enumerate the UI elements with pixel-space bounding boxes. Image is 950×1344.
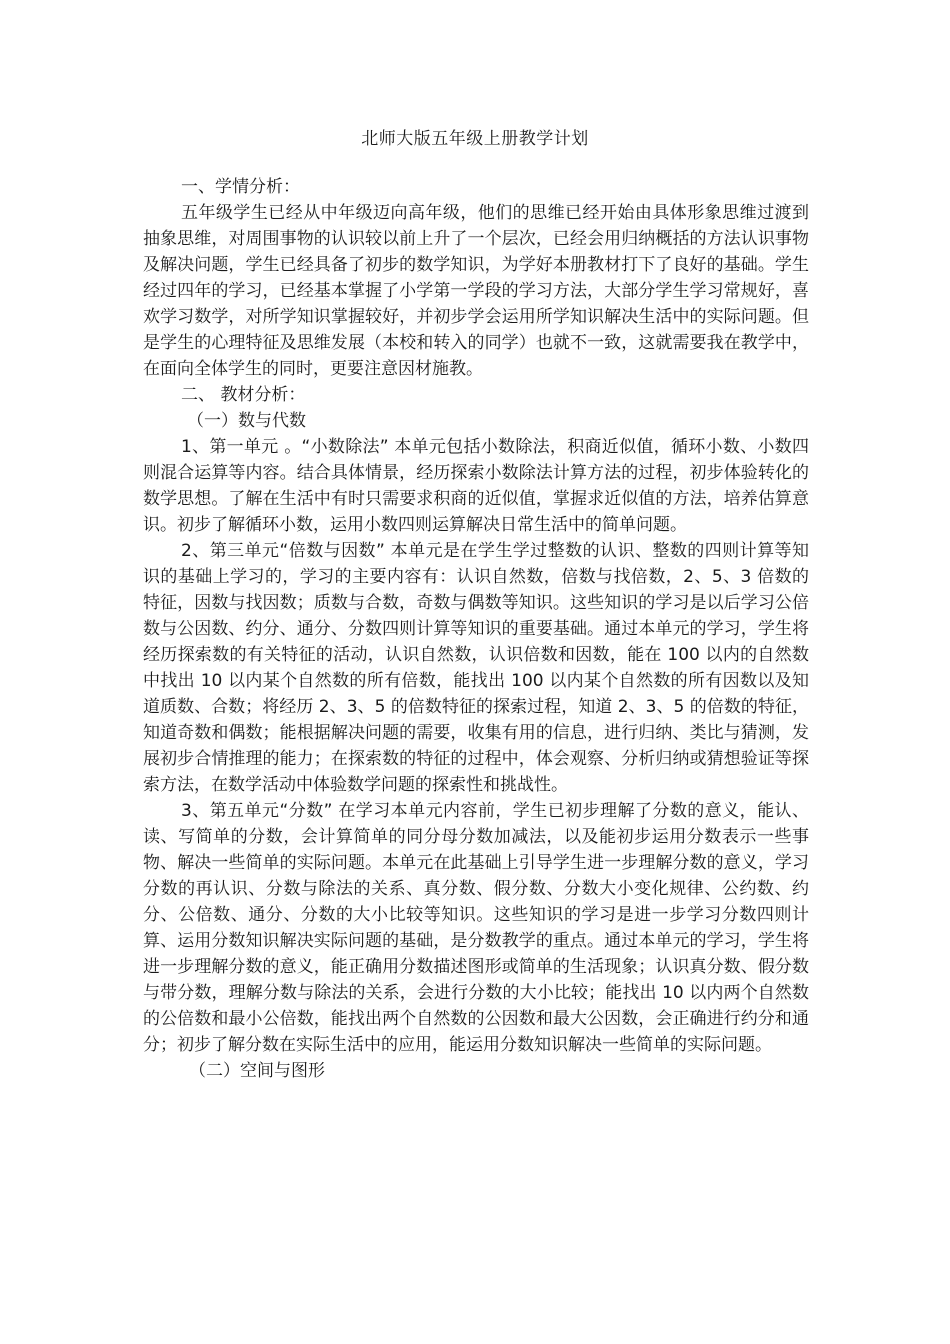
section-1-heading: 一、学情分析： (181, 177, 300, 197)
subsection-space-shapes-heading: （二）空间与图形 (189, 1061, 325, 1081)
subsection-numbers-algebra-heading: （一）数与代数 (187, 411, 306, 431)
unit-5-paragraph: 3、第五单元“分数” 在学习本单元内容前，学生已初步理解了分数的意义，能认、读、写简单的分数，会计算简单的同分母分数加减法，以及能初步运用分数表示一些事物、解决一些简单的实际问题。本单元在此基础上引导学生进一步理解分数的意义，学习分数的再认识、分数与除法的关系、真分数、假分数、分数大小变化规律、公约数、约分、公倍数、通分、分数的大小比较等知识。这些知识的学习是进一步学习分数四则计算、运用分数知识解决实际问题的基础，是分数教学的重点。通过本单元的学习，学生将进一步理解分数的意义，能正确用分数描述图形或简单的生活现象；认识真分数、假分数与带分数，理解分数与除法的关系，会进行分数的大小比较；能找出 10 以内两个自然数的公倍数和最小公倍数，能找出两个自然数的公因数和最大公因数，会正确进行约分和通分；初步了解分数在实际生活中的应用，能运用分数知识解决一些简单的实际问题。 (143, 801, 809, 1055)
document-title: 北师大版五年级上册教学计划 (361, 129, 589, 149)
unit-1-paragraph: 1、第一单元 。“小数除法” 本单元包括小数除法，积商近似值，循环小数、小数四则混合运算等内容。结合具体情景，经历探索小数除法计算方法的过程，初步体验转化的数学思想。了解在生活中有时只需要求积商的近似值，掌握求近似值的方法，培养估算意识。初步了解循环小数，运用小数四则运算解决日常生活中的简单问题。 (143, 437, 809, 535)
section-1-paragraph: 五年级学生已经从中年级迈向高年级，他们的思维已经开始由具体形象思维过渡到抽象思维，对周围事物的认识较以前上升了一个层次，已经会用归纳概括的方法认识事物及解决问题，学生已经具备了初步的数学知识，为学好本册教材打下了良好的基础。学生经过四年的学习，已经基本掌握了小学第一学段的学习方法，大部分学生学习常规好，喜欢学习数学，对所学知识掌握较好，并初步学会运用所学知识解决生活中的实际问题。但是学生的心理特征及思维发展（本校和转入的同学）也就不一致，这就需要我在教学中，在面向全体学生的同时，更要注意因材施教。 (143, 203, 809, 379)
document-body (143, 174, 809, 1084)
section-2-heading: 二、 教材分析： (181, 385, 306, 405)
unit-3-paragraph: 2、第三单元“倍数与因数” 本单元是在学生学过整数的认识、整数的四则计算等知识的基础上学习的，学习的主要内容有：认识自然数，倍数与找倍数，2、5、3 倍数的特征，因数与找因数；质数与合数，奇数与偶数等知识。这些知识的学习是以后学习公倍数与公因数、约分、通分、分数四则计算等知识的重要基础。通过本单元的学习，学生将经历探索数的有关特征的活动，认识自然数，认识倍数和因数，能在 100 以内的自然数中找出 10 以内某个自然数的所有倍数，能找出 100 以内某个自然数的所有因数以及知道质数、合数；将经历 2、3、5 的倍数特征的探索过程，知道 2、3、5 的倍数的特征，知道奇数和偶数；能根据解决问题的需要，收集有用的信息，进行归纳、类比与猜测，发展初步合情推理的能力；在探索数的特征的过程中，体会观察、分析归纳或猜想验证等探索方法，在数学活动中体验数学问题的探索性和挑战性。 (143, 541, 809, 795)
